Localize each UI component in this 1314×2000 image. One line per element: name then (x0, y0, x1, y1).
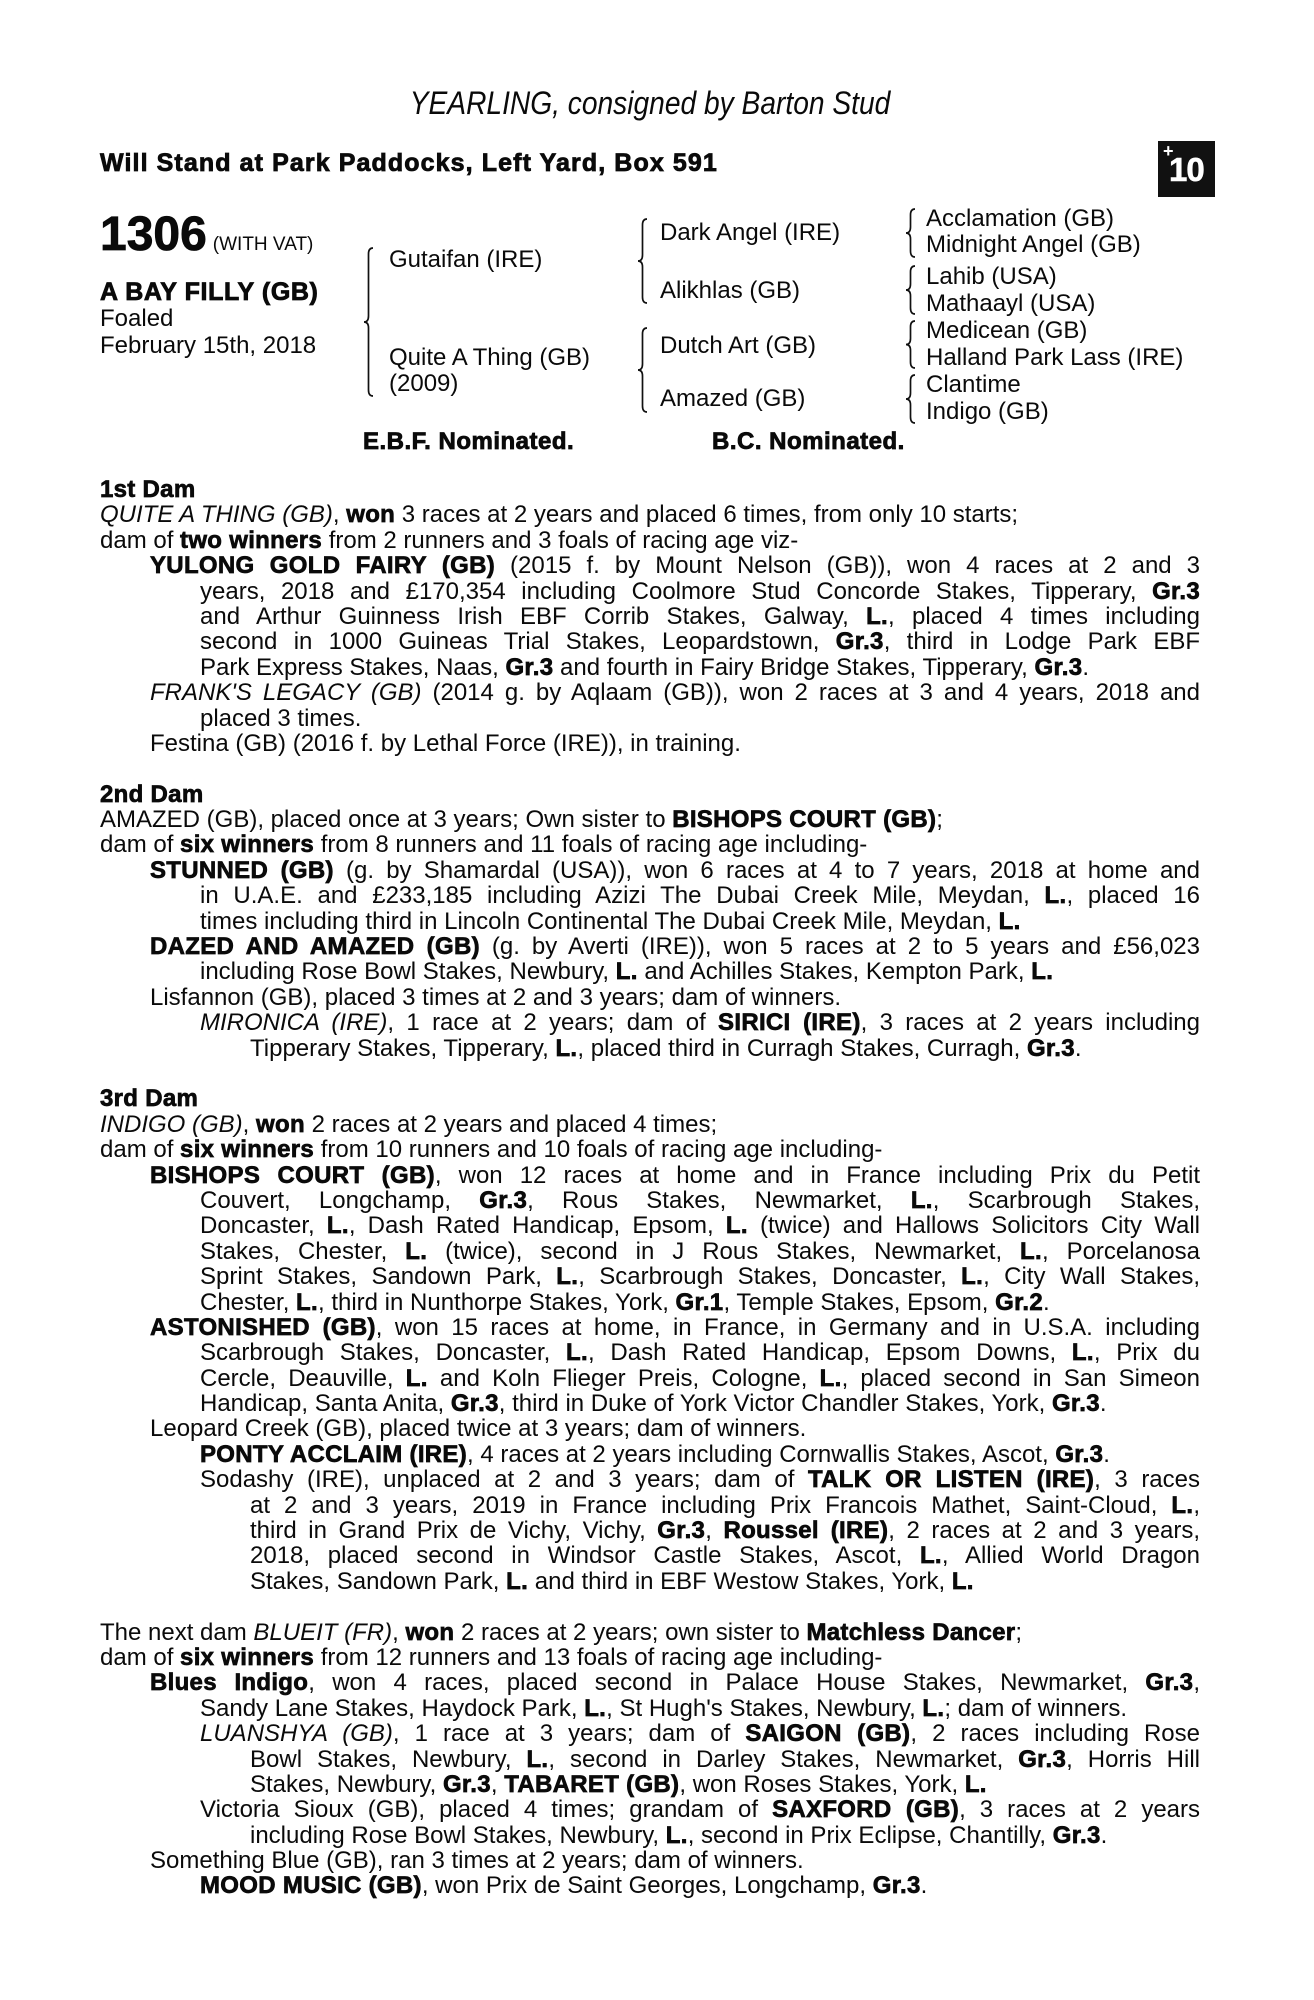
pedigree-dam-year: (2009) (389, 370, 459, 397)
entry-line (100, 832, 1200, 857)
pedigree-bracket (364, 248, 373, 396)
italic-text: FRANK'S LEGACY (GB) (150, 679, 422, 707)
bold-text: BISHOPS COURT (GB) (150, 1161, 435, 1189)
bold-text: Gr.3 (1145, 1669, 1194, 1697)
entry-line (200, 959, 1200, 984)
pedigree-entry (0, 807, 1314, 832)
text: , City Wall Stakes, (983, 1263, 1201, 1291)
pedigree-entry (0, 553, 1314, 680)
text: (twice), second in J Rous Stakes, Newmarket, (427, 1237, 1021, 1265)
text: , (332, 501, 347, 529)
bold-text: L. (405, 1237, 428, 1265)
bold-text: Gr.3 (505, 653, 554, 681)
pedigree-entry (0, 731, 1314, 756)
bold-text: STUNNED (GB) (150, 856, 334, 884)
text: , Porcelanosa (1041, 1237, 1200, 1265)
italic-text: BLUEIT (FR) (253, 1618, 393, 1646)
pedigree-gen3-8: Indigo (GB) (926, 398, 1049, 425)
bold-text: Gr.3 (835, 628, 884, 656)
text: and Achilles Stakes, Kempton Park, (637, 958, 1032, 986)
bold-text: L. (1171, 1491, 1194, 1519)
text: times including third in Lincoln Continental The Dubai Creek Mile, Meydan, (200, 907, 999, 935)
italic-text: LUANSHYA (GB) (200, 1720, 393, 1748)
entry-line (100, 502, 1200, 527)
bold-text: L. (819, 1364, 842, 1392)
pedigree-bracket (906, 321, 915, 368)
entry-line (100, 1645, 1200, 1670)
text: (g. by Shamardal (USA)), won 6 races at 4 to 7 years, 2018 at home and (333, 856, 1200, 884)
text: from 8 runners and 11 foals of racing age including- (314, 831, 868, 859)
pedigree-gen3-4: Mathaayl (USA) (926, 290, 1096, 317)
text: ; (936, 806, 943, 834)
text: Tipperary Stakes, Tipperary, (250, 1034, 556, 1062)
bold-text: BISHOPS COURT (GB) (672, 806, 937, 834)
text: . (1074, 1034, 1082, 1062)
entry-line (200, 1188, 1200, 1213)
entry-line (200, 1721, 1200, 1746)
text: and fourth in Fairy Bridge Stakes, Tipperary, (553, 653, 1035, 681)
text: at 2 and 3 years, 2019 in France including Prix Francois Mathet, Saint-Cloud, (250, 1491, 1172, 1519)
text: , (392, 1618, 406, 1646)
pedigree-entry (0, 1670, 1314, 1721)
pedigree-gen3-5: Medicean (GB) (926, 317, 1088, 344)
entry-line (150, 858, 1200, 883)
text: Chester, (200, 1288, 297, 1316)
bold-text: TABARET (GB) (504, 1770, 680, 1798)
text: 3 races at 2 years and placed 6 times, from only 10 starts; (395, 501, 1019, 529)
entry-line (150, 1416, 1200, 1441)
text: , placed 4 times including (888, 602, 1200, 630)
lot-number: 1306 (100, 208, 207, 261)
text: , second in Prix Eclipse, Chantilly, (687, 1821, 1053, 1849)
lot-heading (100, 208, 314, 270)
bold-text: TALK OR LISTEN (IRE) (807, 1466, 1095, 1494)
bold-text: Gr.3 (450, 1390, 499, 1418)
entry-line (250, 1747, 1200, 1772)
entry-line (200, 604, 1200, 629)
dam-section (0, 1620, 1314, 1899)
text: dam of (100, 1643, 181, 1671)
section-header: 3rd Dam (100, 1085, 199, 1113)
pedigree-sire: Gutaifan (IRE) (389, 246, 543, 273)
pedigree-entry (0, 1620, 1314, 1645)
bold-text: L. (922, 1694, 945, 1722)
pedigree-entry (0, 502, 1314, 527)
text: , Dash Rated Handicap, Epsom Downs, (587, 1339, 1072, 1367)
bold-text: L. (566, 1339, 588, 1367)
pedigree-entry (0, 1416, 1314, 1441)
entry-line (200, 1696, 1200, 1721)
text: including Rose Bowl Stakes, Newbury, (200, 958, 616, 986)
text: , 1 race at 3 years; dam of (392, 1720, 746, 1748)
entry-line (250, 1569, 1200, 1594)
pedigree-entry (0, 1315, 1314, 1417)
text: , won 12 races at home and in France including Prix du Petit (434, 1161, 1200, 1189)
text: Couvert, Longchamp, (200, 1186, 480, 1214)
text: , Rous Stakes, Newmarket, (527, 1186, 911, 1214)
pedigree-sires-sire: Dark Angel (IRE) (660, 219, 841, 246)
text: Sprint Stakes, Sandown Park, (200, 1263, 557, 1291)
text: . (1099, 1390, 1107, 1418)
bold-text: L. (555, 1034, 578, 1062)
text: in U.A.E. and £233,185 including Azizi The Dubai Creek Mile, Meydan, (200, 882, 1045, 910)
lot-name: A BAY FILLY (GB) (100, 278, 319, 306)
foaled-date: February 15th, 2018 (100, 332, 317, 359)
pedigree-entry (0, 985, 1314, 1010)
bold-text: Gr.3 (1018, 1745, 1067, 1773)
bold-text: Gr.3 (1152, 577, 1200, 605)
text: , 2 races at 2 and 3 years, (888, 1517, 1200, 1545)
entry-line (200, 1873, 1200, 1898)
bold-text: L. (1031, 958, 1054, 986)
text: , won Prix de Saint Georges, Longchamp, (421, 1872, 873, 1900)
text: ; dam of winners. (944, 1694, 1128, 1722)
text: , placed second in San Simeon (841, 1364, 1200, 1392)
text: from 10 runners and 10 foals of racing age including- (314, 1136, 883, 1164)
text: Scarbrough Stakes, Doncaster, (200, 1339, 567, 1367)
bold-text: ASTONISHED (GB) (150, 1313, 376, 1341)
dam-section (0, 477, 1314, 756)
bold-text: L. (725, 1212, 748, 1240)
bold-text: L. (326, 1212, 349, 1240)
text: 2 races at 2 years and placed 4 times; (304, 1110, 718, 1138)
text: years, 2018 and £170,354 including Coolmore Stud Concorde Stakes, Tipperary, (200, 577, 1153, 605)
text: and third in EBF Westow Stakes, York, (528, 1567, 952, 1595)
text: Lisfannon (GB), placed 3 times at 2 and 3 years; dam of winners. (150, 983, 842, 1011)
pedigree-entry (0, 1137, 1314, 1162)
text: , St Hugh's Stakes, Newbury, (606, 1694, 923, 1722)
text: , Scarbrough Stakes, Doncaster, (578, 1263, 962, 1291)
pedigree-dam: Quite A Thing (GB) (389, 344, 590, 371)
bold-text: Roussel (IRE) (723, 1517, 889, 1545)
text: and Koln Flieger Preis, Cologne, (427, 1364, 820, 1392)
bold-text: MOOD MUSIC (GB) (200, 1872, 422, 1900)
text: , (242, 1110, 257, 1138)
text: (2014 g. by Aqlaam (GB)), won 2 races at 3 and 4 years, 2018 and (421, 679, 1200, 707)
ebf-nomination: E.B.F. Nominated. (363, 428, 575, 455)
plus-10-badge (1158, 141, 1215, 197)
entry-line (200, 1264, 1200, 1289)
bold-text: SAIGON (GB) (745, 1720, 911, 1748)
text: placed 3 times. (200, 704, 362, 732)
bold-text: SIRICI (IRE) (718, 1009, 861, 1037)
pedigree-gen3-3: Lahib (USA) (926, 263, 1057, 290)
text: (g. by Averti (IRE)), won 5 races at 2 to 5 years and £56,023 (479, 933, 1200, 961)
bold-text: L. (910, 1186, 933, 1214)
entry-line (250, 1772, 1200, 1797)
pedigree-sires-dam: Alikhlas (GB) (660, 277, 801, 304)
entry-line (200, 1010, 1200, 1035)
bold-text: L. (665, 1821, 688, 1849)
text: , third in Nunthorpe Stakes, York, (317, 1288, 676, 1316)
text: (twice) and Hallows Solicitors City Wall (747, 1212, 1200, 1240)
bold-text: won (405, 1618, 455, 1646)
text: , Dash Rated Handicap, Epsom, (348, 1212, 726, 1240)
bold-text: Gr.3 (657, 1517, 706, 1545)
bold-text: Gr.3 (479, 1186, 528, 1214)
text: Cercle, Deauville, (200, 1364, 406, 1392)
pedigree-dams-sire: Dutch Art (GB) (660, 332, 817, 359)
bold-text: six winners (180, 831, 315, 859)
text: , Temple Stakes, Epsom, (723, 1288, 996, 1316)
pedigree-entry (0, 528, 1314, 553)
entry-line (150, 553, 1200, 578)
text: . (1100, 1821, 1108, 1849)
bold-text: L. (405, 1364, 428, 1392)
bold-text: Gr.2 (995, 1288, 1044, 1316)
entry-line (150, 731, 1200, 756)
text: The next dam (100, 1618, 254, 1646)
text: and Arthur Guinness Irish EBF Corrib Stakes, Galway, (200, 602, 867, 630)
pedigree-entry (0, 680, 1314, 731)
entry-line (200, 1340, 1200, 1365)
text: Sandy Lane Stakes, Haydock Park, (200, 1694, 585, 1722)
text: , (1193, 1669, 1200, 1697)
entry-line (250, 1518, 1200, 1543)
text: Victoria Sioux (GB), placed 4 times; grandam of (200, 1796, 773, 1824)
pedigree-entry (0, 858, 1314, 934)
text: , Prix du (1093, 1339, 1200, 1367)
text: dam of (100, 831, 181, 859)
entry-line (200, 1442, 1200, 1467)
text: , won 15 races at home, in France, in Germany and in U.S.A. including (375, 1313, 1200, 1341)
bold-text: L. (526, 1745, 549, 1773)
entry-line (200, 579, 1200, 604)
produce-record (0, 477, 1314, 1899)
bc-nomination: B.C. Nominated. (712, 428, 905, 455)
pedigree-entry (0, 1442, 1314, 1467)
bold-text: L. (1071, 1339, 1094, 1367)
text: Stakes, Chester, (200, 1237, 406, 1265)
bold-text: L. (951, 1567, 974, 1595)
pedigree-entry (0, 1873, 1314, 1898)
dam-section (0, 782, 1314, 1061)
entry-line (200, 1467, 1200, 1492)
pedigree-gen3-2: Midnight Angel (GB) (926, 231, 1141, 258)
bold-text: Gr.3 (1051, 1390, 1100, 1418)
bold-text: Gr.3 (1026, 1034, 1075, 1062)
pedigree-bracket (906, 266, 915, 314)
bold-text: Gr.3 (1052, 1821, 1101, 1849)
italic-text: INDIGO (GB) (100, 1110, 243, 1138)
text: third in Grand Prix de Vichy, Vichy, (250, 1517, 658, 1545)
bold-text: L. (1044, 882, 1067, 910)
entry-line (200, 1366, 1200, 1391)
text: AMAZED (GB), placed once at 3 years; Own sister to (100, 806, 673, 834)
pedigree-dams-dam: Amazed (GB) (660, 385, 806, 412)
entry-line (150, 1670, 1200, 1695)
text: Something Blue (GB), ran 3 times at 2 years; dam of winners. (150, 1847, 804, 1875)
text: (2015 f. by Mount Nelson (GB)), won 4 races at 2 and 3 (495, 552, 1201, 580)
entry-line (200, 1391, 1200, 1416)
bold-text: Gr.1 (675, 1288, 724, 1316)
entry-line (250, 1823, 1200, 1848)
text: , (705, 1517, 724, 1545)
entry-line (250, 1036, 1200, 1061)
text: 2018, placed second in Windsor Castle Stakes, Ascot, (250, 1542, 920, 1570)
plus-icon: + (1163, 141, 1174, 161)
pedigree-bracket (638, 219, 647, 303)
pedigree-entry (0, 1467, 1314, 1594)
bold-text: L. (506, 1567, 529, 1595)
entry-line (200, 1290, 1200, 1315)
italic-text: QUITE A THING (GB) (100, 501, 333, 529)
text: . (1103, 1440, 1110, 1468)
text: . (920, 1872, 928, 1900)
bold-text: Gr.3 (872, 1872, 921, 1900)
pedigree-entry (0, 1797, 1314, 1848)
text: , third in Lodge Park EBF (883, 628, 1200, 656)
entry-line (100, 1620, 1200, 1645)
bold-text: L. (556, 1263, 579, 1291)
text: , second in Darley Stakes, Newmarket, (548, 1745, 1019, 1773)
entry-line (100, 807, 1200, 832)
bold-text: L. (964, 1770, 987, 1798)
pedigree-entry (0, 934, 1314, 985)
text: from 12 runners and 13 foals of racing age including- (314, 1643, 883, 1671)
entry-line (200, 1239, 1200, 1264)
text: including Rose Bowl Stakes, Newbury, (250, 1821, 666, 1849)
pedigree-gen3-6: Halland Park Lass (IRE) (926, 344, 1184, 371)
bold-text: PONTY ACCLAIM (IRE) (200, 1440, 468, 1468)
section-header: 2nd Dam (100, 780, 204, 808)
bold-text: Gr.3 (442, 1770, 491, 1798)
pedigree-gen3-1: Acclamation (GB) (926, 205, 1115, 232)
pedigree-entry (0, 1112, 1314, 1137)
pedigree-entry (0, 1848, 1314, 1873)
bold-text: L. (296, 1288, 318, 1316)
foaled-label: Foaled (100, 305, 174, 332)
catalogue-title: YEARLING, consigned by Barton Stud (409, 85, 891, 121)
dam-section (0, 1086, 1314, 1594)
text: Stakes, Sandown Park, (250, 1567, 507, 1595)
text: , (490, 1770, 505, 1798)
text: , placed 16 (1066, 882, 1201, 910)
text: Festina (GB) (2016 f. by Lethal Force (IRE)), in training. (150, 729, 741, 757)
badge-number: 10 (1169, 151, 1204, 188)
text: , Allied World Dragon (941, 1542, 1201, 1570)
entry-line (100, 1112, 1200, 1137)
pedigree-entry (0, 1010, 1314, 1061)
text: from 2 runners and 3 foals of racing age viz- (322, 526, 799, 554)
entry-line (200, 883, 1200, 908)
entry-line (150, 1848, 1200, 1873)
pedigree-entry (0, 1645, 1314, 1670)
bold-text: won (256, 1110, 305, 1138)
bold-text: Matchless Dancer (806, 1618, 1016, 1646)
pedigree-entry (0, 1163, 1314, 1315)
bold-text: Gr.3 (1034, 653, 1083, 681)
text: dam of (100, 526, 181, 554)
text: 2 races at 2 years; own sister to (454, 1618, 807, 1646)
bold-text: six winners (180, 1136, 315, 1164)
text: , 3 races (1094, 1466, 1201, 1494)
bold-text: L. (961, 1263, 984, 1291)
bold-text: L. (584, 1694, 607, 1722)
pedigree-entry (0, 832, 1314, 857)
text: , third in Duke of York Victor Chandler Stakes, York, (498, 1390, 1052, 1418)
text: , won 4 races, placed second in Palace House Stakes, Newmarket, (308, 1669, 1146, 1697)
text: . (1043, 1288, 1050, 1316)
entry-line (150, 985, 1200, 1010)
bold-text: L. (866, 602, 889, 630)
bold-text: Gr.3 (1055, 1440, 1104, 1468)
text: Handicap, Santa Anita, (200, 1390, 451, 1418)
text: , 3 races at 2 years including (860, 1009, 1201, 1037)
stabling-location: Will Stand at Park Paddocks, Left Yard, Box 591 (100, 149, 718, 177)
pedigree-entry (0, 1721, 1314, 1797)
text: Sodashy (IRE), unplaced at 2 and 3 years; dam of (200, 1466, 808, 1494)
bold-text: two winners (180, 526, 323, 554)
text: Stakes, Newbury, (250, 1770, 443, 1798)
bold-text: YULONG GOLD FAIRY (GB) (150, 552, 496, 580)
italic-text: MIRONICA (IRE) (200, 1009, 388, 1037)
entry-line (250, 1543, 1200, 1568)
entry-line (150, 934, 1200, 959)
bold-text: six winners (180, 1643, 315, 1671)
bold-text: SAXFORD (GB) (772, 1796, 960, 1824)
bold-text: L. (919, 1542, 942, 1570)
entry-line (100, 528, 1200, 553)
entry-line (100, 1137, 1200, 1162)
entry-line (150, 1163, 1200, 1188)
bold-text: won (346, 501, 396, 529)
text: , 1 race at 2 years; dam of (387, 1009, 719, 1037)
vat-note: (WITH VAT) (212, 234, 314, 255)
section-header: 1st Dam (100, 476, 196, 503)
text: Park Express Stakes, Naas, (200, 653, 506, 681)
entry-line (200, 909, 1200, 934)
entry-line (250, 1493, 1200, 1518)
text: , 3 races at 2 years (959, 1796, 1201, 1824)
text: Leopard Creek (GB), placed twice at 3 years; dam of winners. (150, 1415, 807, 1443)
text: . (1082, 653, 1090, 681)
text: second in 1000 Guineas Trial Stakes, Leopardstown, (200, 628, 836, 656)
bold-text: L. (615, 958, 638, 986)
text: ; (1015, 1618, 1023, 1646)
bold-text: DAZED AND AMAZED (GB) (150, 933, 480, 961)
text: , placed third in Curragh Stakes, Curragh, (577, 1034, 1027, 1062)
entry-line (200, 629, 1200, 654)
pedigree-bracket (906, 209, 915, 257)
entry-line (200, 655, 1200, 680)
text: , won Roses Stakes, York, (679, 1770, 965, 1798)
entry-line (200, 1213, 1200, 1238)
pedigree-gen3-7: Clantime (926, 371, 1021, 398)
entry-line (200, 1797, 1200, 1822)
text: , (1193, 1491, 1200, 1519)
pedigree-bracket (906, 375, 915, 423)
text: , Horris Hill (1066, 1745, 1200, 1773)
entry-line (200, 706, 1200, 731)
text: , 2 races including Rose (910, 1720, 1200, 1748)
bold-text: L. (1020, 1237, 1042, 1265)
text: , Scarbrough Stakes, (932, 1186, 1200, 1214)
text: Doncaster, (200, 1212, 327, 1240)
entry-line (150, 680, 1200, 705)
text: , 4 races at 2 years including Cornwallis Stakes, Ascot, (467, 1440, 1056, 1468)
entry-line (150, 1315, 1200, 1340)
pedigree-bracket (638, 328, 647, 412)
bold-text: L. (998, 907, 1021, 935)
bold-text: Blues Indigo (150, 1669, 309, 1697)
text: Bowl Stakes, Newbury, (250, 1745, 527, 1773)
text: dam of (100, 1136, 181, 1164)
